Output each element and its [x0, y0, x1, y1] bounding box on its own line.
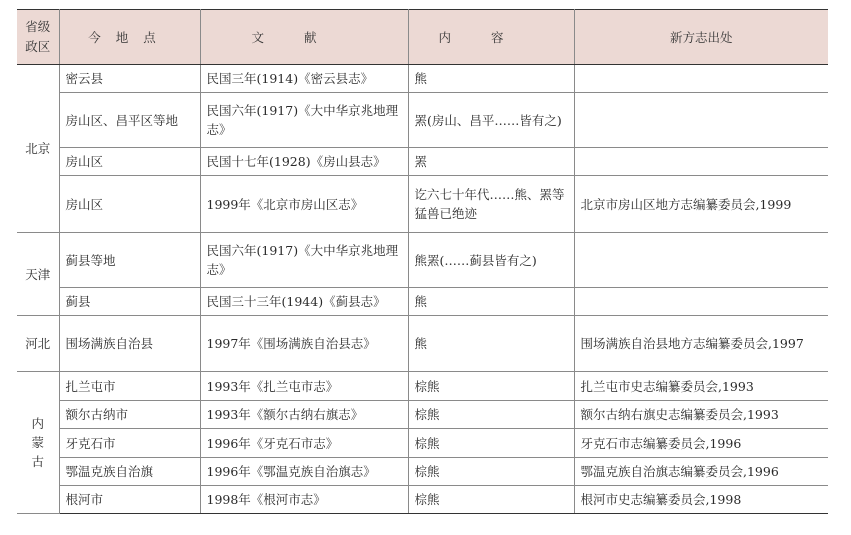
content-cell: 熊 [408, 288, 574, 316]
gazetteer-cell: 牙克石市志编纂委员会,1996 [574, 429, 828, 458]
table-row [17, 233, 828, 288]
document-cell: 1996年《牙克石市志》 [200, 429, 408, 458]
gazetteer-cell: 北京市房山区地方志编纂委员会,1999 [574, 176, 828, 233]
place-cell: 蓟县等地 [59, 233, 200, 288]
table-row [17, 288, 828, 316]
header-document: 文献 [200, 10, 408, 65]
gazetteer-cell: 根河市史志编纂委员会,1998 [574, 486, 828, 514]
table-row [17, 401, 828, 429]
content-cell: 棕熊 [408, 458, 574, 486]
content-cell: 棕熊 [408, 486, 574, 514]
gazetteer-table [17, 9, 828, 514]
document-cell: 1997年《围场满族自治县志》 [200, 316, 408, 372]
table-row [17, 458, 828, 486]
gazetteer-cell [574, 148, 828, 176]
content-cell: 棕熊 [408, 429, 574, 458]
document-cell: 民国六年(1917)《大中华京兆地理志》 [200, 93, 408, 148]
province-cell: 河北 [17, 316, 59, 372]
place-cell: 额尔古纳市 [59, 401, 200, 429]
document-cell: 民国六年(1917)《大中华京兆地理志》 [200, 233, 408, 288]
content-cell: 熊 [408, 65, 574, 93]
table-row [17, 429, 828, 458]
place-cell: 密云县 [59, 65, 200, 93]
document-cell: 民国十七年(1928)《房山县志》 [200, 148, 408, 176]
table-row [17, 176, 828, 233]
gazetteer-cell: 围场满族自治县地方志编纂委员会,1997 [574, 316, 828, 372]
content-cell: 熊罴(……蓟县皆有之) [408, 233, 574, 288]
content-cell: 讫六七十年代……熊、罴等猛兽已绝迹 [408, 176, 574, 233]
gazetteer-cell: 额尔古纳右旗史志编纂委员会,1993 [574, 401, 828, 429]
content-cell: 罴(房山、昌平……皆有之) [408, 93, 574, 148]
content-cell: 熊 [408, 316, 574, 372]
header-province: 省级政区 [17, 10, 59, 65]
header-row [17, 10, 828, 65]
gazetteer-cell: 扎兰屯市史志编纂委员会,1993 [574, 372, 828, 401]
document-cell: 1998年《根河市志》 [200, 486, 408, 514]
place-cell: 根河市 [59, 486, 200, 514]
gazetteer-cell [574, 288, 828, 316]
province-cell: 天津 [17, 233, 59, 316]
content-cell: 罴 [408, 148, 574, 176]
province-cell: 北京 [17, 65, 59, 233]
document-cell: 民国三十三年(1944)《蓟县志》 [200, 288, 408, 316]
table-row [17, 93, 828, 148]
table-row [17, 148, 828, 176]
place-cell: 牙克石市 [59, 429, 200, 458]
document-cell: 1993年《额尔古纳右旗志》 [200, 401, 408, 429]
place-cell: 鄂温克族自治旗 [59, 458, 200, 486]
table-row [17, 486, 828, 514]
gazetteer-cell [574, 65, 828, 93]
document-cell: 1996年《鄂温克族自治旗志》 [200, 458, 408, 486]
table-row [17, 65, 828, 93]
province-cell: 内蒙古 [17, 372, 59, 514]
place-cell: 房山区 [59, 148, 200, 176]
document-cell: 1999年《北京市房山区志》 [200, 176, 408, 233]
place-cell: 房山区 [59, 176, 200, 233]
header-content: 内容 [408, 10, 574, 65]
document-cell: 民国三年(1914)《密云县志》 [200, 65, 408, 93]
content-cell: 棕熊 [408, 401, 574, 429]
place-cell: 蓟县 [59, 288, 200, 316]
place-cell: 扎兰屯市 [59, 372, 200, 401]
document-cell: 1993年《扎兰屯市志》 [200, 372, 408, 401]
content-cell: 棕熊 [408, 372, 574, 401]
table-row [17, 316, 828, 372]
gazetteer-cell [574, 93, 828, 148]
gazetteer-cell [574, 233, 828, 288]
place-cell: 围场满族自治县 [59, 316, 200, 372]
header-place: 今地点 [59, 10, 200, 65]
place-cell: 房山区、昌平区等地 [59, 93, 200, 148]
header-gazetteer: 新方志出处 [574, 10, 828, 65]
table-row [17, 372, 828, 401]
gazetteer-cell: 鄂温克族自治旗志编纂委员会,1996 [574, 458, 828, 486]
